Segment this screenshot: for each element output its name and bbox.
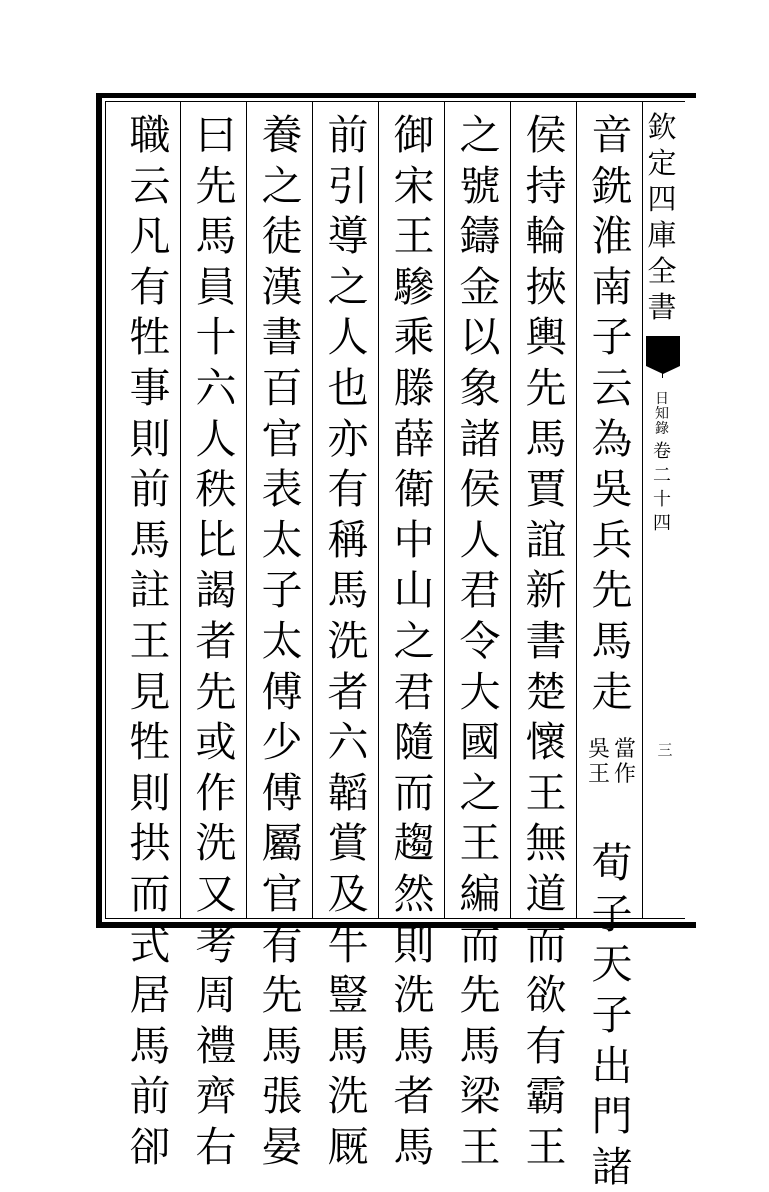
annotation-right: 當 作 <box>614 737 637 788</box>
book-title: 日 知 錄 <box>655 391 669 437</box>
text-column-4 <box>386 110 442 1172</box>
column-rule <box>510 101 511 919</box>
column-rule <box>180 101 181 919</box>
page-mark: 三 <box>657 741 673 759</box>
column-rule <box>444 101 445 919</box>
text-column-7 <box>188 110 244 1172</box>
column-text: 侯 持 輪 挾 輿 先 馬 賈 誼 新 書 楚 懷 王 無 道 而 欲 有 霸 王 <box>525 111 567 1171</box>
column-rule <box>312 101 313 919</box>
text-column-8 <box>122 110 178 1172</box>
text-column-5 <box>320 110 376 1172</box>
column-text: 御 宋 王 驂 乘 滕 薛 衛 中 山 之 君 隨 而 趨 然 則 洗 馬 者 馬 <box>393 111 435 1171</box>
column-text: 荀 子 天 子 出 門 諸 <box>591 839 633 1191</box>
column-text: 音 銑 淮 南 子 云 為 吳 兵 先 馬 走 <box>591 111 633 716</box>
column-rule <box>378 101 379 919</box>
text-column-3 <box>452 110 508 1172</box>
text-column-2 <box>518 110 574 1172</box>
annotation <box>584 737 640 838</box>
fishtail-mark <box>646 336 680 366</box>
column-text: 曰 先 馬 員 十 六 人 秩 比 謁 者 先 或 作 洗 又 考 周 禮 齊 右 <box>195 111 237 1171</box>
column-text: 之 號 鑄 金 以 象 諸 侯 人 君 令 大 國 之 王 編 而 先 馬 梁 王 <box>459 111 501 1171</box>
text-column-1 <box>584 110 640 1192</box>
volume-number: 卷 二 十 四 <box>653 441 671 534</box>
column-rule <box>246 101 247 919</box>
column-rule <box>576 101 577 919</box>
column-text: 前 引 導 之 人 也 亦 有 稱 馬 洗 者 六 韜 賞 及 牛 豎 馬 洗 厩 <box>327 111 369 1171</box>
column-text: 養 之 徒 漢 書 百 官 表 太 子 太 傅 少 傅 屬 官 有 先 馬 張 晏 <box>261 111 303 1171</box>
collection-title: 欽 定 四 庫 全 書 <box>647 110 677 324</box>
column-text: 職 云 凡 有 牲 事 則 前 馬 註 王 見 牲 則 拱 而 式 居 馬 前 卻 <box>129 111 171 1171</box>
margin-tick <box>662 368 663 378</box>
text-column-6 <box>254 110 310 1172</box>
annotation-left: 吳 王 <box>587 737 610 788</box>
